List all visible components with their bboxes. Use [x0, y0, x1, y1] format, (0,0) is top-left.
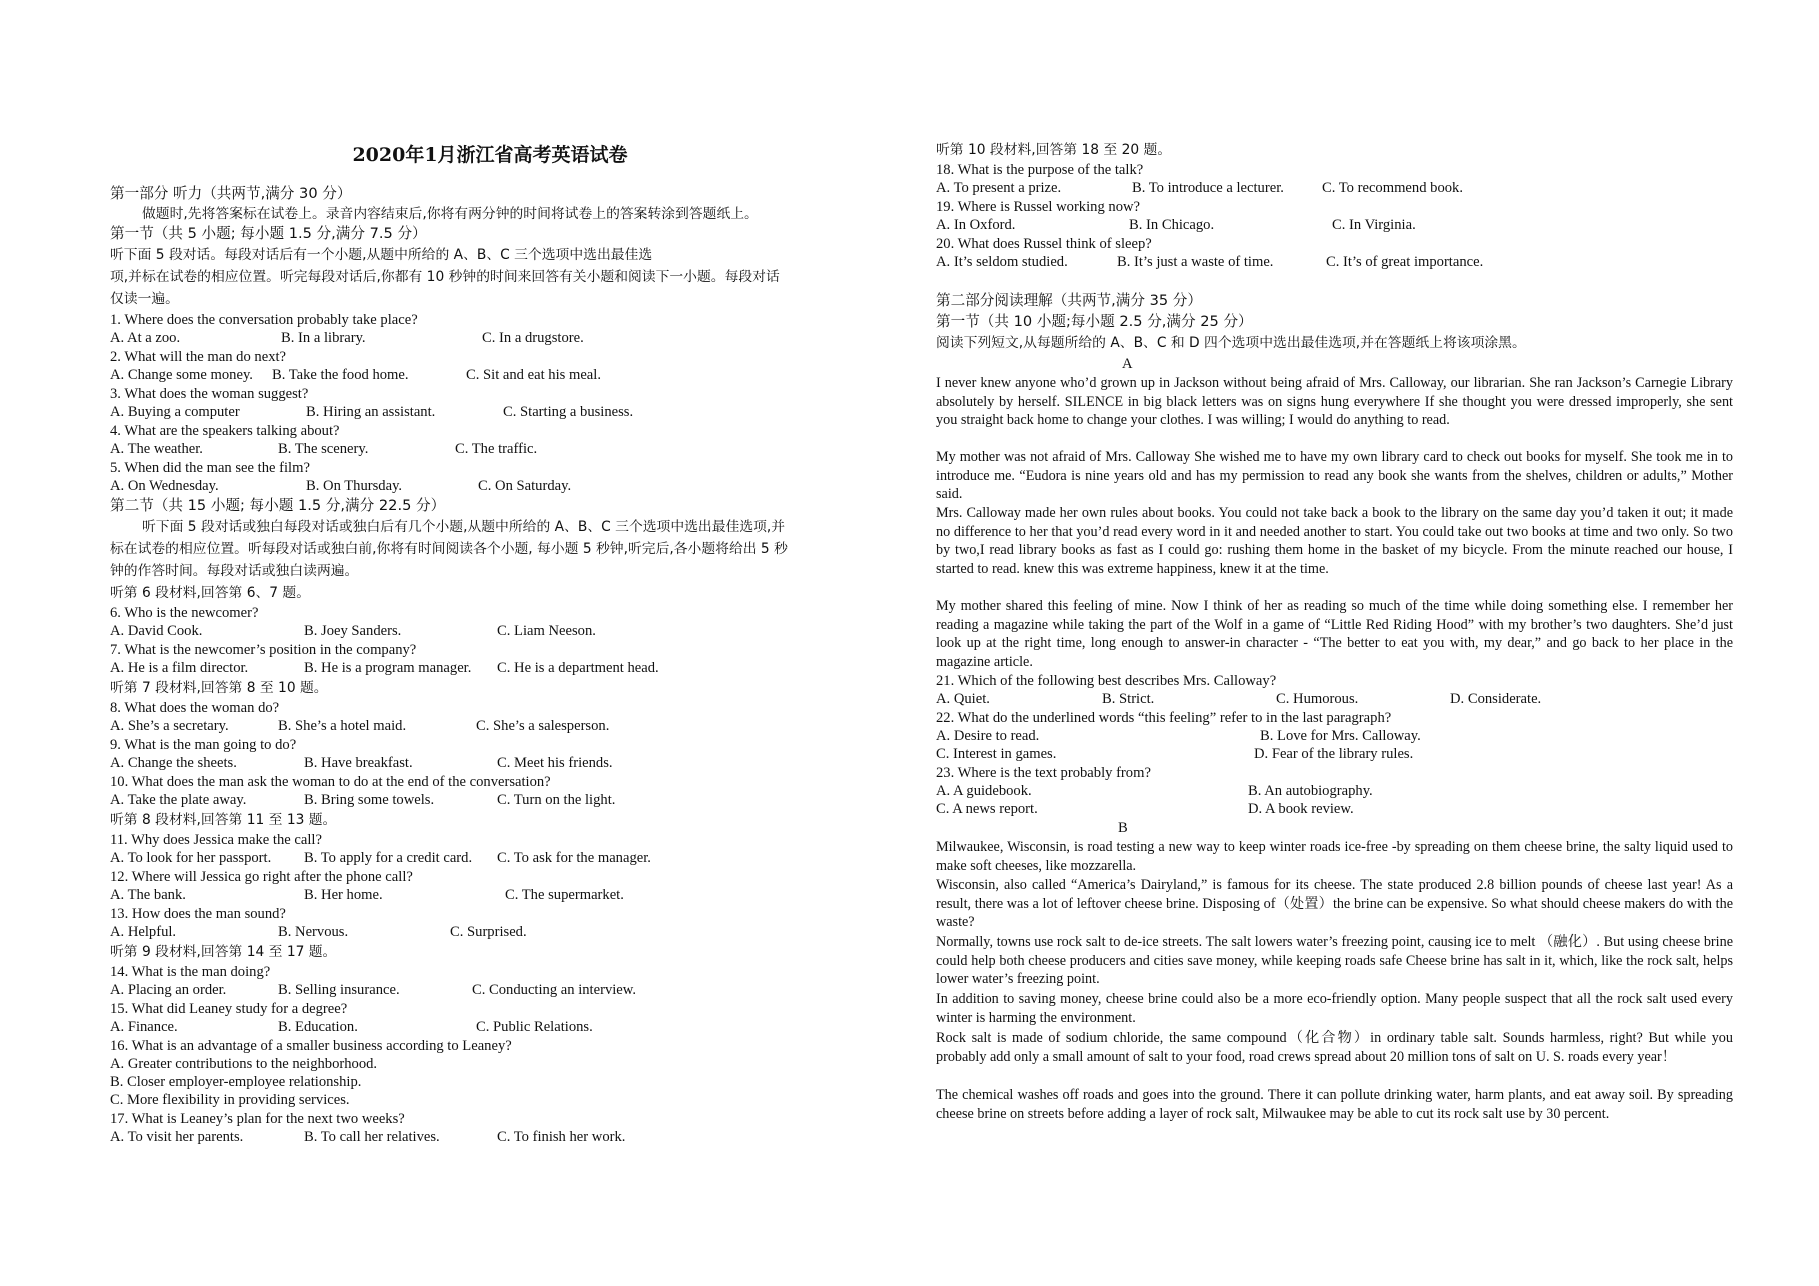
option-2c: C. Sit and eat his meal. — [466, 367, 601, 383]
option-4a: A. The weather. — [110, 441, 203, 457]
option-10c: C. Turn on the light. — [497, 792, 616, 808]
option-18a: A. To present a prize. — [936, 180, 1062, 196]
passage-b-paragraph: Normally, towns use rock salt to de-ice streets. The salt lowers water’s freezing point, causing ice to melt （融化）. But using cheese brine could help both cheese producers and cities save money, while keeping roads safe Cheese brine has salt in it, which, like the rock salt, helps lower water’s freezing point. — [936, 934, 1733, 988]
option-1a: A. At a zoo. — [110, 330, 181, 346]
option-12a: A. The bank. — [110, 887, 186, 903]
option-4b: B. The scenery. — [278, 441, 369, 457]
option-21c: C. Humorous. — [1276, 691, 1359, 707]
option-6c: C. Liam Neeson. — [497, 623, 596, 639]
option-6b: B. Joey Sanders. — [304, 623, 402, 639]
passage-b-paragraph: Rock salt is made of sodium chloride, the same compound（化合物）in ordinary table salt. Sounds harmless, right? But while you probably add only a small amount of salt to your food, road crews spread about 20 million tons of salt on U. S. roads every year！ — [936, 1030, 1733, 1065]
section2-instruction: 标在试卷的相应位置。听每段对话或独白前,你将有时间阅读各个小题, 每小题 5 秒钟,听完后,各小题将给出 5 秒 — [110, 541, 788, 557]
option-9b: B. Have breakfast. — [304, 755, 413, 771]
option-3a: A. Buying a computer — [110, 404, 240, 420]
passage-a-label: A — [1122, 356, 1133, 372]
option-13c: C. Surprised. — [450, 924, 527, 940]
section1-heading: 第一节（共 5 小题; 每小题 1.5 分,满分 7.5 分） — [110, 225, 427, 242]
option-20c: C. It’s of great importance. — [1326, 254, 1484, 270]
option-15b: B. Education. — [278, 1019, 358, 1035]
option-2b: B. Take the food home. — [272, 367, 409, 383]
option-4c: C. The traffic. — [455, 441, 538, 457]
option-9c: C. Meet his friends. — [497, 755, 613, 771]
option-13a: A. Helpful. — [110, 924, 177, 940]
option-1c: C. In a drugstore. — [482, 330, 584, 346]
option-3c: C. Starting a business. — [503, 404, 634, 420]
passage-a-paragraph: I never knew anyone who’d grown up in Jackson without being afraid of Mrs. Calloway, our librarian. She ran Jackson’s Carnegie Library absolutely by herself. SILENCE in big black letters was on signs hung everywhere If she thought you were dressed improperly, she sent you straight back home to change your clothes. I was willing; I would do anything to read. — [936, 375, 1733, 429]
question-21: 21. Which of the following best describes Mrs. Calloway? — [936, 673, 1277, 689]
option-11c: C. To ask for the manager. — [497, 850, 651, 866]
question-7: 7. What is the newcomer’s position in the company? — [110, 642, 417, 658]
question-8: 8. What does the woman do? — [110, 700, 280, 716]
option-3b: B. Hiring an assistant. — [306, 404, 436, 420]
option-22b: B. Love for Mrs. Calloway. — [1260, 728, 1421, 744]
option-16a: A. Greater contributions to the neighborhood. — [110, 1056, 378, 1072]
part1-intro: 做题时,先将答案标在试卷上。录音内容结束后,你将有两分钟的时间将试卷上的答案转涂到答题纸上。 — [142, 206, 758, 222]
question-20: 20. What does Russel think of sleep? — [936, 236, 1152, 252]
part1-heading: 第一部分 听力（共两节,满分 30 分） — [110, 185, 352, 202]
option-12c: C. The supermarket. — [505, 887, 624, 903]
passage-a-paragraph: Mrs. Calloway made her own rules about books. You could not take back a book to the library on the same day you’d taken it out; it made no difference to her that you’d read every word in it and needed another to start. You could take out two books at time and two only. So two by two,I read library books as fast as I could go: rushing them home in the basket of my bicycle. From the minute reached our house, I started to read. knew this was extreme happiness, knew it at the time. — [936, 505, 1733, 577]
material-8-heading: 听第 8 段材料,回答第 11 至 13 题。 — [110, 812, 337, 828]
option-22d: D. Fear of the library rules. — [1254, 746, 1414, 762]
passage-a-paragraph: My mother was not afraid of Mrs. Calloway She wished me to have my own library card to check out books for myself. She took me in to introduce me. “Eudora is nine years old and has my permission to read any book she wants from the shelves, children or adults,” Mother said. — [936, 449, 1733, 503]
option-8c: C. She’s a salesperson. — [476, 718, 610, 734]
option-19b: B. In Chicago. — [1129, 217, 1215, 233]
question-18: 18. What is the purpose of the talk? — [936, 162, 1144, 178]
option-17c: C. To finish her work. — [497, 1129, 626, 1145]
section2-instruction: 钟的作答时间。每段对话或独白读两遍。 — [110, 563, 359, 579]
question-12: 12. Where will Jessica go right after the phone call? — [110, 869, 413, 885]
option-13b: B. Nervous. — [278, 924, 349, 940]
option-12b: B. Her home. — [304, 887, 383, 903]
section1-instruction: 听下面 5 段对话。每段对话后有一个小题,从题中所给的 A、B、C 三个选项中选出最佳选 — [110, 247, 653, 263]
option-9a: A. Change the sheets. — [110, 755, 237, 771]
question-16: 16. What is an advantage of a smaller business according to Leaney? — [110, 1038, 512, 1054]
question-13: 13. How does the man sound? — [110, 906, 286, 922]
section1-instruction: 仅读一遍。 — [110, 291, 179, 307]
option-11b: B. To apply for a credit card. — [304, 850, 473, 866]
option-20b: B. It’s just a waste of time. — [1117, 254, 1274, 270]
material-10-heading: 听第 10 段材料,回答第 18 至 20 题。 — [936, 142, 1172, 158]
question-10: 10. What does the man ask the woman to do at the end of the conversation? — [110, 774, 551, 790]
option-14c: C. Conducting an interview. — [472, 982, 637, 998]
option-23a: A. A guidebook. — [936, 783, 1032, 799]
passage-b-paragraph: Milwaukee, Wisconsin, is road testing a new way to keep winter roads ice-free -by spreading on them cheese brine, the salty liquid used to make soft cheeses, like mozzarella. — [936, 839, 1733, 874]
question-6: 6. Who is the newcomer? — [110, 605, 259, 621]
option-16c: C. More flexibility in providing services. — [110, 1092, 350, 1108]
option-19a: A. In Oxford. — [936, 217, 1016, 233]
option-23d: D. A book review. — [1248, 801, 1354, 817]
passage-b-label: B — [1118, 820, 1128, 836]
option-8a: A. She’s a secretary. — [110, 718, 229, 734]
option-5c: C. On Saturday. — [478, 478, 572, 494]
option-21a: A. Quiet. — [936, 691, 990, 707]
section2-instruction: 听下面 5 段对话或独白每段对话或独白后有几个小题,从题中所给的 A、B、C 三个选项中选出最佳选项,并 — [142, 519, 786, 535]
question-23: 23. Where is the text probably from? — [936, 765, 1151, 781]
option-15a: A. Finance. — [110, 1019, 178, 1035]
question-2: 2. What will the man do next? — [110, 349, 287, 365]
option-22a: A. Desire to read. — [936, 728, 1040, 744]
option-18b: B. To introduce a lecturer. — [1132, 180, 1284, 196]
part2-section1-heading: 第一节（共 10 小题;每小题 2.5 分,满分 25 分） — [936, 313, 1253, 330]
option-16b: B. Closer employer-employee relationship. — [110, 1074, 362, 1090]
option-17b: B. To call her relatives. — [304, 1129, 440, 1145]
page-title: 2020年1月浙江省高考英语试卷 — [352, 144, 628, 166]
option-17a: A. To visit her parents. — [110, 1129, 244, 1145]
part2-instruction: 阅读下列短文,从每题所给的 A、B、C 和 D 四个选项中选出最佳选项,并在答题纸上将该项涂黑。 — [936, 335, 1526, 351]
section2-heading: 第二节（共 15 小题; 每小题 1.5 分,满分 22.5 分） — [110, 497, 446, 514]
question-22: 22. What do the underlined words “this feeling” refer to in the last paragraph? — [936, 710, 1392, 726]
material-7-heading: 听第 7 段材料,回答第 8 至 10 题。 — [110, 680, 328, 696]
question-15: 15. What did Leaney study for a degree? — [110, 1001, 348, 1017]
option-5b: B. On Thursday. — [306, 478, 403, 494]
option-21d: D. Considerate. — [1450, 691, 1542, 707]
option-10b: B. Bring some towels. — [304, 792, 435, 808]
option-23b: B. An autobiography. — [1248, 783, 1373, 799]
option-19c: C. In Virginia. — [1332, 217, 1416, 233]
option-20a: A. It’s seldom studied. — [936, 254, 1068, 270]
option-1b: B. In a library. — [281, 330, 366, 346]
option-5a: A. On Wednesday. — [110, 478, 219, 494]
question-5: 5. When did the man see the film? — [110, 460, 310, 476]
option-14b: B. Selling insurance. — [278, 982, 400, 998]
question-11: 11. Why does Jessica make the call? — [110, 832, 322, 848]
option-7a: A. He is a film director. — [110, 660, 249, 676]
option-18c: C. To recommend book. — [1322, 180, 1463, 196]
option-2a: A. Change some money. — [110, 367, 253, 383]
option-11a: A. To look for her passport. — [110, 850, 272, 866]
option-15c: C. Public Relations. — [476, 1019, 593, 1035]
option-7c: C. He is a department head. — [497, 660, 659, 676]
passage-b-paragraph: In addition to saving money, cheese brine could also be a more eco-friendly option. Many people suspect that all the rock salt used every winter is harming the environment. — [936, 991, 1733, 1026]
option-8b: B. She’s a hotel maid. — [278, 718, 407, 734]
option-14a: A. Placing an order. — [110, 982, 227, 998]
passage-a-paragraph: My mother shared this feeling of mine. Now I think of her as reading so much of the time while doing something else. I remember her reading a magazine while taking the part of the Wolf in a game of “Little Red Riding Hood” with my brother’s two daughters. She’d just look up at the right time, long enough to answer-in character - “The better to eat you with, my dear,” and go back to her place in the magazine article. — [936, 598, 1733, 670]
question-14: 14. What is the man doing? — [110, 964, 271, 980]
question-1: 1. Where does the conversation probably take place? — [110, 312, 418, 328]
option-22c: C. Interest in games. — [936, 746, 1057, 762]
question-4: 4. What are the speakers talking about? — [110, 423, 340, 439]
passage-b-paragraph: The chemical washes off roads and goes into the ground. There it can pollute drinking water, harm plants, and eat away soil. By spreading cheese brine on streets before adding a layer of rock salt, Milwaukee may be able to cut its rock salt use by 30 percent. — [936, 1087, 1733, 1122]
option-23c: C. A news report. — [936, 801, 1038, 817]
section1-instruction: 项,并标在试卷的相应位置。听完每段对话后,你都有 10 秒钟的时间来回答有关小题和阅读下一小题。每段对话 — [110, 269, 780, 285]
question-19: 19. Where is Russel working now? — [936, 199, 1141, 215]
option-7b: B. He is a program manager. — [304, 660, 472, 676]
question-17: 17. What is Leaney’s plan for the next two weeks? — [110, 1111, 405, 1127]
part2-heading: 第二部分阅读理解（共两节,满分 35 分） — [936, 292, 1202, 309]
question-3: 3. What does the woman suggest? — [110, 386, 309, 402]
question-9: 9. What is the man going to do? — [110, 737, 297, 753]
option-6a: A. David Cook. — [110, 623, 203, 639]
option-21b: B. Strict. — [1102, 691, 1155, 707]
material-6-heading: 听第 6 段材料,回答第 6、7 题。 — [110, 585, 311, 601]
option-10a: A. Take the plate away. — [110, 792, 247, 808]
passage-b-paragraph: Wisconsin, also called “America’s Dairyland,” is famous for its cheese. The state produced 2.8 billion pounds of cheese last year! As a result, there was a lot of leftover cheese brine. Disposing of（处置）the brine can be expensive. So what should cheese makers do with the waste? — [936, 877, 1733, 931]
material-9-heading: 听第 9 段材料,回答第 14 至 17 题。 — [110, 944, 337, 960]
